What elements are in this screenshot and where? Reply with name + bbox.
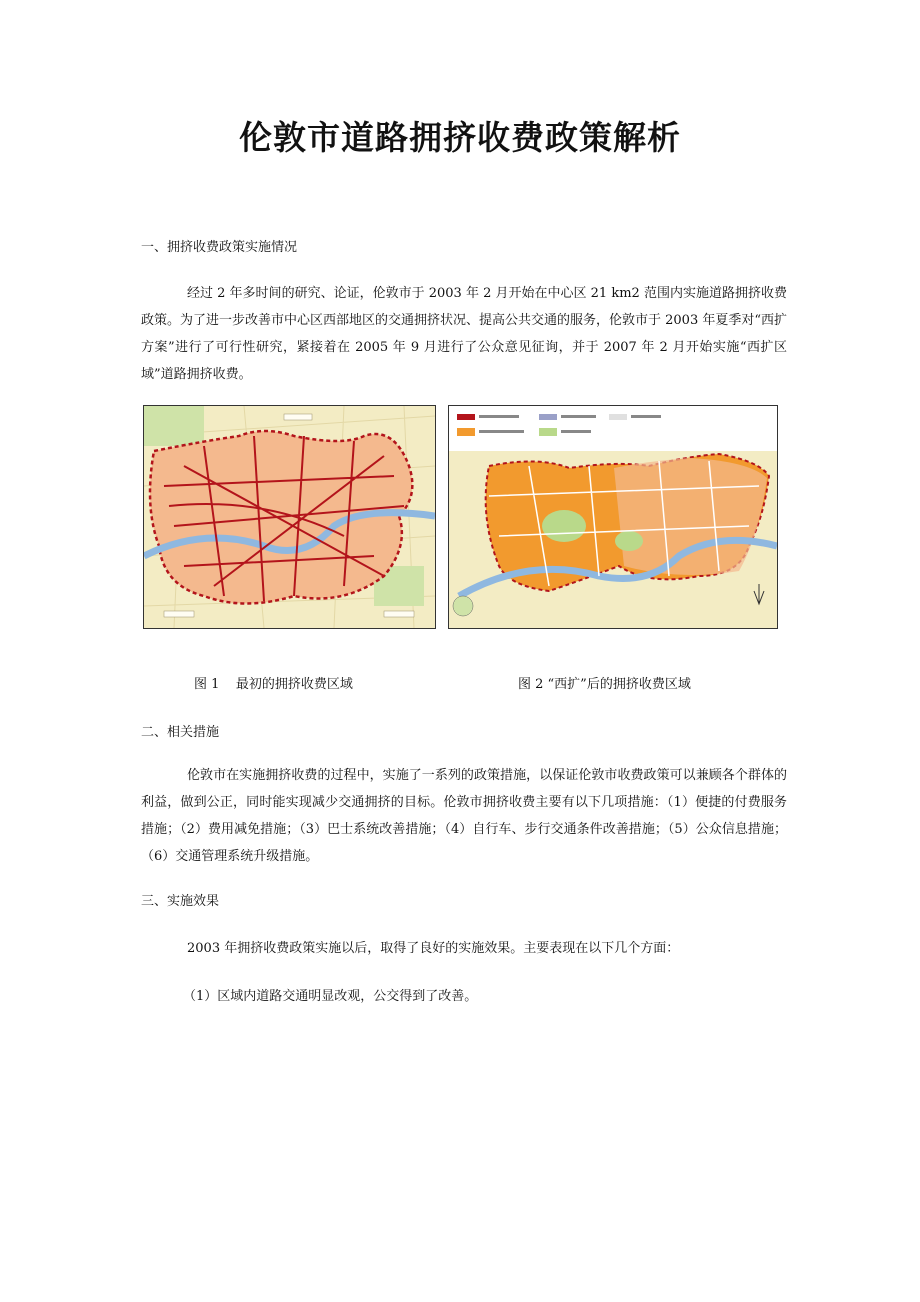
section3-line-1: 2003 年拥挤收费政策实施以后，取得了良好的实施效果。主要表现在以下几个方面： [187,941,680,956]
section1-heading: 一、拥挤收费政策实施情况 [141,240,298,255]
section2-paragraph: 伦敦市在实施拥挤收费的过程中，实施了一系列的政策措施，以保证伦敦市收费政策可以兼顾各个群体的利益，做到公正，同时能实现减少交通拥挤的目标。伦敦市拥挤收费主要有以下几项措施：（1）便捷的付费服务措施；（2）费用减免措施；（3）巴士系统改善措施；（4）自行车、步行交通条件改善措施；（5）公众信息措施；（6）交通管理系统升级措施。 [141,768,787,864]
section3-line-2: （1）区域内道路交通明显改观，公交得到了改善。 [183,989,478,1004]
section3-heading: 三、实施效果 [141,894,220,909]
figure-2-caption: 图 2 “西扩”后的拥挤收费区域 [518,677,691,692]
section1-paragraph: 经过 2 年多时间的研究、论证，伦敦市于 2003 年 2 月开始在中心区 21 km2 范围内实施道路拥挤收费政策。为了进一步改善市中心区西部地区的交通拥挤状况、提高公共交通的服务，伦敦市于 2003 年夏季对“西扩方案”进行了可行性研究，紧接着在 2005 年 9 月进行了公众意见征询，并于 2007 年 2 月开始实施“西扩区域”道路拥挤收费。 [141,286,787,382]
section2-heading: 二、相关措施 [141,725,220,740]
figure-1-map [143,405,436,629]
page-title: 伦敦市道路拥挤收费政策解析 [239,118,681,157]
figure-1-caption: 图 1 最初的拥挤收费区域 [194,677,353,692]
figure-2-map [448,405,778,629]
